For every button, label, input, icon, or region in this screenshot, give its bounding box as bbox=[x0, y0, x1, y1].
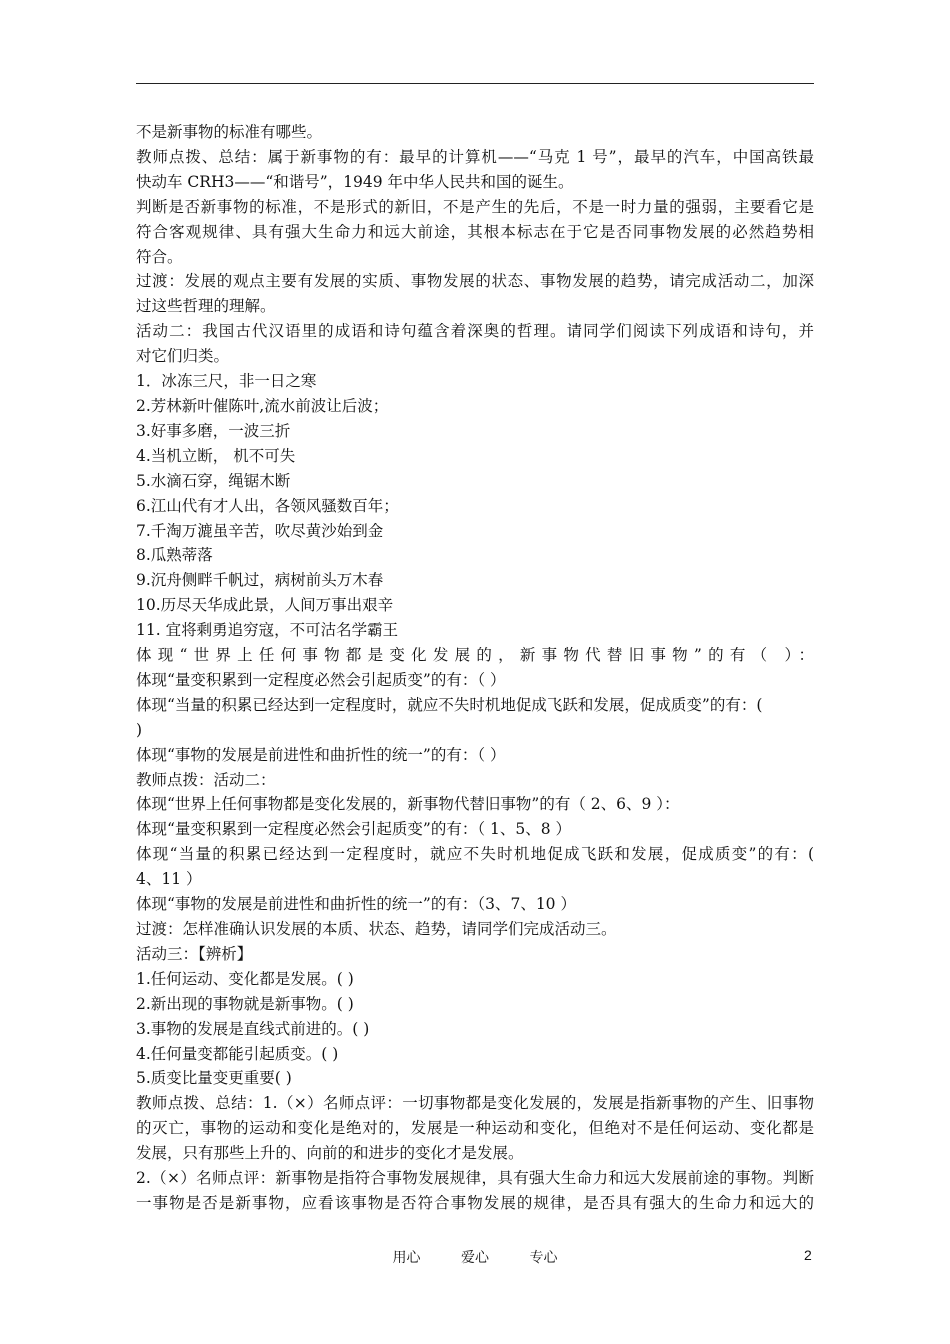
footer-motto-1: 用心 bbox=[392, 1250, 421, 1266]
body-line: 过渡：怎样准确认识发展的本质、状态、趋势，请同学们完成活动三。 bbox=[136, 920, 617, 938]
body-line: ) bbox=[136, 720, 143, 739]
body-line: 过这些哲理的理解。 bbox=[136, 297, 276, 316]
body-line: 活动三：【辨析】 bbox=[136, 944, 253, 963]
body-line: 体现“当量的积累已经达到一定程度时，就应不失时机地促成飞跃和发展，促成质变”的有：( bbox=[136, 695, 763, 714]
body-line: 1．冰冻三尺，非一日之寒 bbox=[136, 372, 317, 391]
body-line: 体现“世界上任何事物都是变化发展的，新事物代替旧事物”的有（ ）： bbox=[136, 646, 814, 665]
body-line: 教师点拨、总结：1.（×）名师点评：一切事物都是变化发展的，发展是指新事物的产生、旧事物 bbox=[136, 1094, 814, 1113]
body-line: 4.任何量变都能引起质变。( ) bbox=[136, 1044, 339, 1063]
body-line: 符合。 bbox=[136, 247, 183, 266]
body-line: 一事物是否是新事物，应看该事物是否符合事物发展的规律，是否具有强大的生命力和远大的 bbox=[136, 1193, 814, 1212]
body-line: 过渡：发展的观点主要有发展的实质、事物发展的状态、事物发展的趋势，请完成活动二，加深 bbox=[136, 272, 814, 291]
body-line: 2.芳林新叶催陈叶,流水前波让后波； bbox=[136, 396, 389, 415]
body-line: 9.沉舟侧畔千帆过，病树前头万木春 bbox=[136, 571, 384, 590]
body-line: 7.千淘万漉虽辛苦，吹尽黄沙始到金 bbox=[136, 521, 384, 540]
body-line: 教师点拨、总结：属于新事物的有：最早的计算机——“马克 1 号”，最早的汽车，中国高铁最 bbox=[136, 147, 814, 166]
body-line: 3.事物的发展是直线式前进的。( ) bbox=[136, 1019, 370, 1038]
body-line: 体现“量变积累到一定程度必然会引起质变”的有：（ 1、5、8 ） bbox=[136, 820, 572, 839]
body-line: 体现“量变积累到一定程度必然会引起质变”的有：（ ） bbox=[136, 670, 506, 689]
body-line: 5.质变比量变更重要( ) bbox=[136, 1069, 292, 1088]
body-line: 不是新事物的标准有哪些。 bbox=[136, 123, 323, 141]
body-line: 体现“事物的发展是前进性和曲折性的统一”的有：（3、7、10 ） bbox=[136, 895, 576, 914]
page-number: 2 bbox=[804, 1247, 812, 1263]
body-line: 11. 宜将剩勇追穷寇，不可沽名学霸王 bbox=[136, 621, 399, 640]
body-line: 3.好事多磨，一波三折 bbox=[136, 421, 291, 440]
body-line: 快动车 CRH3——“和谐号”，1949 年中华人民共和国的诞生。 bbox=[136, 172, 574, 191]
body-line: 体现“当量的积累已经达到一定程度时，就应不失时机地促成飞跃和发展，促成质变”的有：( bbox=[136, 845, 814, 864]
document-body bbox=[136, 120, 814, 1216]
body-line: 活动二：我国古代汉语里的成语和诗句蕴含着深奥的哲理。请同学们阅读下列成语和诗句，并 bbox=[136, 322, 814, 341]
body-line: 对它们归类。 bbox=[136, 347, 230, 366]
body-line: 4、11 ） bbox=[136, 870, 202, 889]
footer-motto-2: 爱心 bbox=[461, 1250, 489, 1266]
body-line: 10.历尽天华成此景，人间万事出艰辛 bbox=[136, 596, 394, 615]
footer-motto-3: 专心 bbox=[529, 1250, 558, 1266]
body-line: 的灭亡，事物的运动和变化是绝对的，发展是一种运动和变化，但绝对不是任何运动、变化都是 bbox=[136, 1119, 814, 1138]
body-line: 1.任何运动、变化都是发展。( ) bbox=[136, 969, 354, 988]
body-line: 4.当机立断， 机不可失 bbox=[136, 446, 296, 465]
body-line: 2.新出现的事物就是新事物。( ) bbox=[136, 994, 354, 1013]
body-line: 8.瓜熟蒂落 bbox=[136, 546, 213, 565]
body-line: 体现“世界上任何事物都是变化发展的，新事物代替旧事物”的有（ 2、6、9 ）： bbox=[136, 795, 680, 814]
body-line: 判断是否新事物的标准，不是形式的新旧，不是产生的先后，不是一时力量的强弱，主要看它是 bbox=[136, 197, 814, 216]
body-line: 6.江山代有才人出，各领风骚数百年； bbox=[136, 496, 399, 515]
body-line: 教师点拨：活动二： bbox=[136, 770, 276, 789]
body-line: 2.（×）名师点评：新事物是指符合事物发展规律，具有强大生命力和远大发展前途的事物。判断 bbox=[136, 1169, 814, 1188]
body-line: 体现“事物的发展是前进性和曲折性的统一”的有：（ ） bbox=[136, 745, 506, 764]
header-rule bbox=[136, 83, 814, 84]
body-line: 发展，只有那些上升的、向前的和进步的变化才是发展。 bbox=[136, 1144, 524, 1163]
body-line: 5.水滴石穿，绳锯木断 bbox=[136, 471, 291, 490]
body-line: 符合客观规律、具有强大生命力和远大前途，其根本标志在于它是否同事物发展的必然趋势相 bbox=[136, 222, 814, 241]
